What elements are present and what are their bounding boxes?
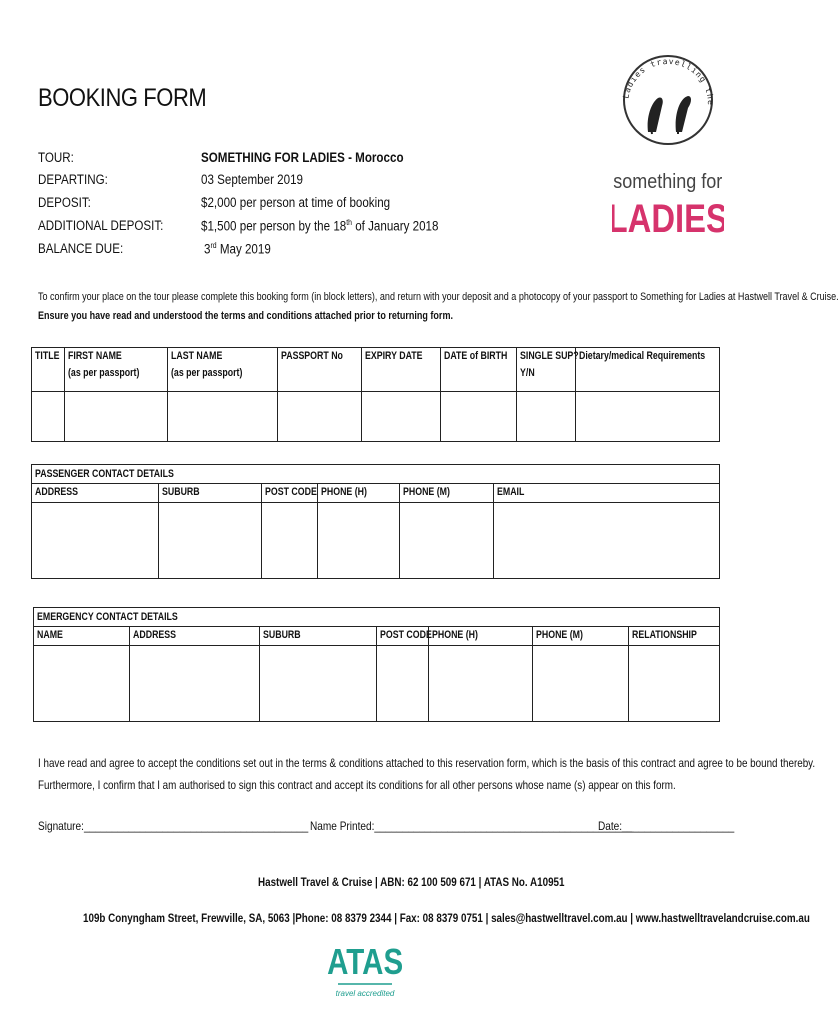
col-single-sup: SINGLE SUP? Y/N	[517, 348, 576, 392]
balance-due-label: BALANCE DUE:	[38, 241, 124, 256]
ec-phone-h-input[interactable]	[429, 646, 533, 722]
ec-address-input[interactable]	[130, 646, 260, 722]
passenger-contact-heading: PASSENGER CONTACT DETAILS	[32, 465, 720, 484]
atas-logo-subtext: travel accredited	[335, 989, 395, 998]
traveller-table	[31, 347, 720, 442]
col-email: EMAIL	[494, 484, 720, 503]
something-for-ladies-logo	[612, 36, 724, 236]
ec-phone-m-input[interactable]	[533, 646, 629, 722]
traveller-input-row	[32, 392, 720, 442]
atas-logo-text: ATAS	[327, 941, 404, 982]
emergency-contact-input-row	[34, 646, 720, 722]
dietary-input[interactable]	[576, 392, 720, 442]
col-ec-phone-m: PHONE (M)	[533, 627, 629, 646]
logo-graphic	[612, 36, 724, 236]
col-last-name: LAST NAME (as per passport)	[168, 348, 278, 392]
atas-logo	[327, 932, 404, 1002]
first-name-input[interactable]	[65, 392, 168, 442]
ec-name-input[interactable]	[34, 646, 130, 722]
logo-line1: something for	[613, 171, 723, 194]
suburb-input[interactable]	[159, 503, 262, 579]
passenger-contact-input-row	[32, 503, 720, 579]
ec-postcode-input[interactable]	[377, 646, 429, 722]
col-passport: PASSPORT No	[278, 348, 362, 392]
last-name-input[interactable]	[168, 392, 278, 442]
agreement-line-2: Furthermore, I confirm that I am authorised to sign this contract and accept its conditions for all other persons whose name (s) appear on this form.	[38, 778, 676, 792]
page-title: BOOKING FORM	[38, 84, 207, 112]
col-phone-h: PHONE (H)	[318, 484, 400, 503]
logo-line2: LADIES	[612, 195, 724, 236]
col-name: NAME	[34, 627, 130, 646]
col-dietary: Dietary/medical Requirements	[576, 348, 720, 392]
expiry-input[interactable]	[362, 392, 441, 442]
intro-warning: Ensure you have read and understood the terms and conditions attached prior to returning form.	[38, 310, 453, 322]
col-ec-phone-h: PHONE (H)	[429, 627, 533, 646]
relationship-input[interactable]	[629, 646, 720, 722]
shoe-left-icon	[648, 97, 663, 132]
agreement-line-1: I have read and agree to accept the conditions set out in the terms & conditions attached to this reservation form, which is the basis of this contract and agree to be bound thereby.	[38, 756, 816, 770]
phone-h-input[interactable]	[318, 503, 400, 579]
emergency-contact-heading: EMERGENCY CONTACT DETAILS	[34, 608, 720, 627]
balance-due-value: 3rd May 2019	[204, 241, 271, 257]
passport-input[interactable]	[278, 392, 362, 442]
col-expiry: EXPIRY DATE	[362, 348, 441, 392]
signature-field[interactable]: Signature:________________________________________	[38, 819, 309, 833]
tour-value: SOMETHING FOR LADIES - Morocco	[201, 150, 404, 165]
single-sup-input[interactable]	[517, 392, 576, 442]
deposit-value: $2,000 per person at time of booking	[201, 195, 391, 210]
ec-suburb-input[interactable]	[260, 646, 377, 722]
emergency-contact-table	[33, 607, 720, 722]
tour-label: TOUR:	[38, 150, 74, 165]
col-ec-address: ADDRESS	[130, 627, 260, 646]
deposit-label: DEPOSIT:	[38, 195, 91, 210]
col-ec-suburb: SUBURB	[260, 627, 377, 646]
name-printed-field[interactable]: Name Printed:______________________________________________	[310, 819, 633, 833]
dob-input[interactable]	[441, 392, 517, 442]
col-address: ADDRESS	[32, 484, 159, 503]
footer-company-line: Hastwell Travel & Cruise | ABN: 62 100 509 671 | ATAS No. A10951	[258, 875, 565, 889]
col-phone-m: PHONE (M)	[400, 484, 494, 503]
email-input[interactable]	[494, 503, 720, 579]
atas-logo-graphic	[327, 932, 404, 1002]
passenger-contact-table	[31, 464, 720, 579]
col-postcode: POST CODE	[262, 484, 318, 503]
additional-deposit-value: $1,500 per person by the 18th of January 2018	[201, 218, 439, 234]
phone-m-input[interactable]	[400, 503, 494, 579]
address-input[interactable]	[32, 503, 159, 579]
col-suburb: SUBURB	[159, 484, 262, 503]
departing-label: DEPARTING:	[38, 172, 108, 187]
additional-deposit-label: ADDITIONAL DEPOSIT:	[38, 218, 164, 233]
svg-text:Ladies travelling the world	[612, 36, 715, 106]
logo-arc-text: Ladies travelling the	[621, 56, 716, 107]
col-ec-postcode: POST CODE	[377, 627, 429, 646]
departing-value: 03 September 2019	[201, 172, 303, 187]
col-first-name: FIRST NAME (as per passport)	[65, 348, 168, 392]
col-relationship: RELATIONSHIP	[629, 627, 720, 646]
col-title: TITLE	[32, 348, 65, 392]
footer-contact-line: 109b Conyngham Street, Frewville, SA, 5063 |Phone: 08 8379 2344 | Fax: 08 8379 0751 | sales@hastwelltravel.com.au | www.hastwelltravelandcruise.com.au	[83, 911, 810, 925]
title-input[interactable]	[32, 392, 65, 442]
date-field[interactable]: Date:____________________	[598, 819, 735, 833]
postcode-input[interactable]	[262, 503, 318, 579]
intro-text: To confirm your place on the tour please complete this booking form (in block letters), and return with your deposit and a photocopy of your passport to Something for Ladies at Hastwell Travel & Cruise.	[38, 291, 839, 303]
col-dob: DATE of BIRTH	[441, 348, 517, 392]
